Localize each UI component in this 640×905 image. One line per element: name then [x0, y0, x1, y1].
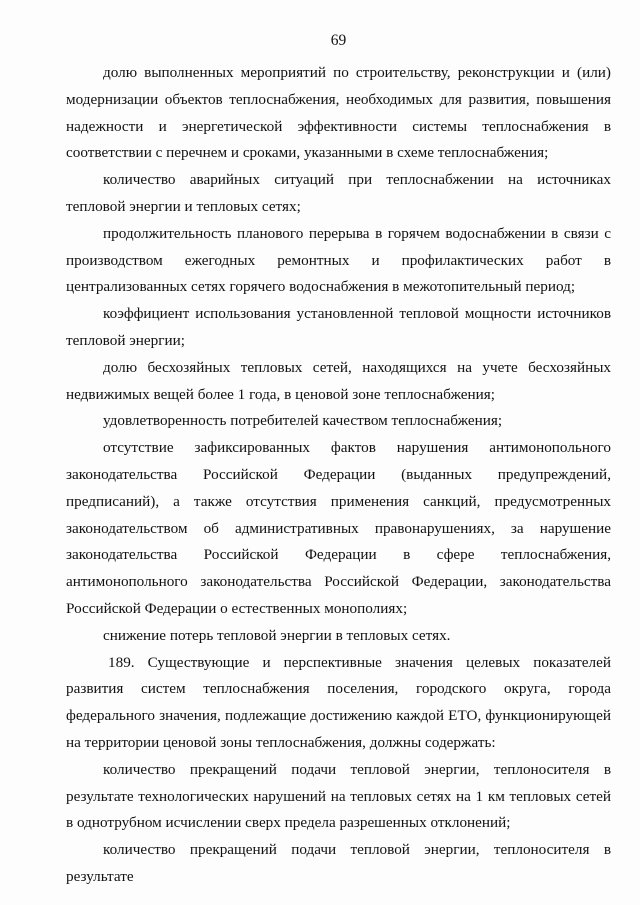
paragraph: снижение потерь тепловой энергии в тепловых сетях.: [103, 626, 451, 644]
paragraph: отсутствие зафиксированных фактов нарушения антимонопольного законодательства Российской Федерации (выданных предупреждений, предписаний), а также отсутствия применения санкций, предусмотренных законодательством об административных правонарушениях, за нарушение законодательства Российской Федерации в сфере теплоснабжения, антимонопольного законодательства Российской Федерации, законодательства Российской Федерации о естественных монополиях;: [66, 439, 611, 617]
paragraph: продолжительность планового перерыва в горячем водоснабжении в связи с производством ежегодных ремонтных и профилактических работ в централизованных сетях горячего водоснабжения в межотопительный период;: [66, 224, 611, 296]
paragraph: долю бесхозяйных тепловых сетей, находящихся на учете бесхозяйных недвижимых вещей более 1 года, в ценовой зоне теплоснабжения;: [66, 358, 611, 403]
paragraph: количество прекращений подачи тепловой энергии, теплоносителя в результате технологических нарушений на тепловых сетях на 1 км тепловых сетей в однотрубном исчислении сверх предела разрешенных отклонений;: [66, 760, 611, 832]
paragraph: коэффициент использования установленной тепловой мощности источников тепловой энергии;: [66, 305, 611, 349]
paragraph: количество аварийных ситуаций при теплоснабжении на источниках тепловой энергии и тепловых сетях;: [66, 171, 611, 215]
paragraph: долю выполненных мероприятий по строительству, реконструкции и (или) модернизации объектов теплоснабжения, необходимых для развития, повышения надежности и энергетической эффективности системы теплоснабжения в соответствии с перечнем и сроками, указанными в схеме теплоснабжения;: [66, 64, 611, 162]
paragraph: удовлетворенность потребителей качеством теплоснабжения;: [103, 412, 503, 430]
page-number: 69: [330, 32, 347, 49]
numbered-paragraph-189: 189. Существующие и перспективные значения целевых показателей развития систем теплоснабжения поселения, городского округа, города федерального значения, подлежащие достижению каждой ЕТО, функционирующей на территории ценовой зоны теплоснабжения, должны содержать:: [66, 653, 611, 751]
paragraph: количество прекращений подачи тепловой энергии, теплоносителя в результате: [66, 841, 611, 885]
